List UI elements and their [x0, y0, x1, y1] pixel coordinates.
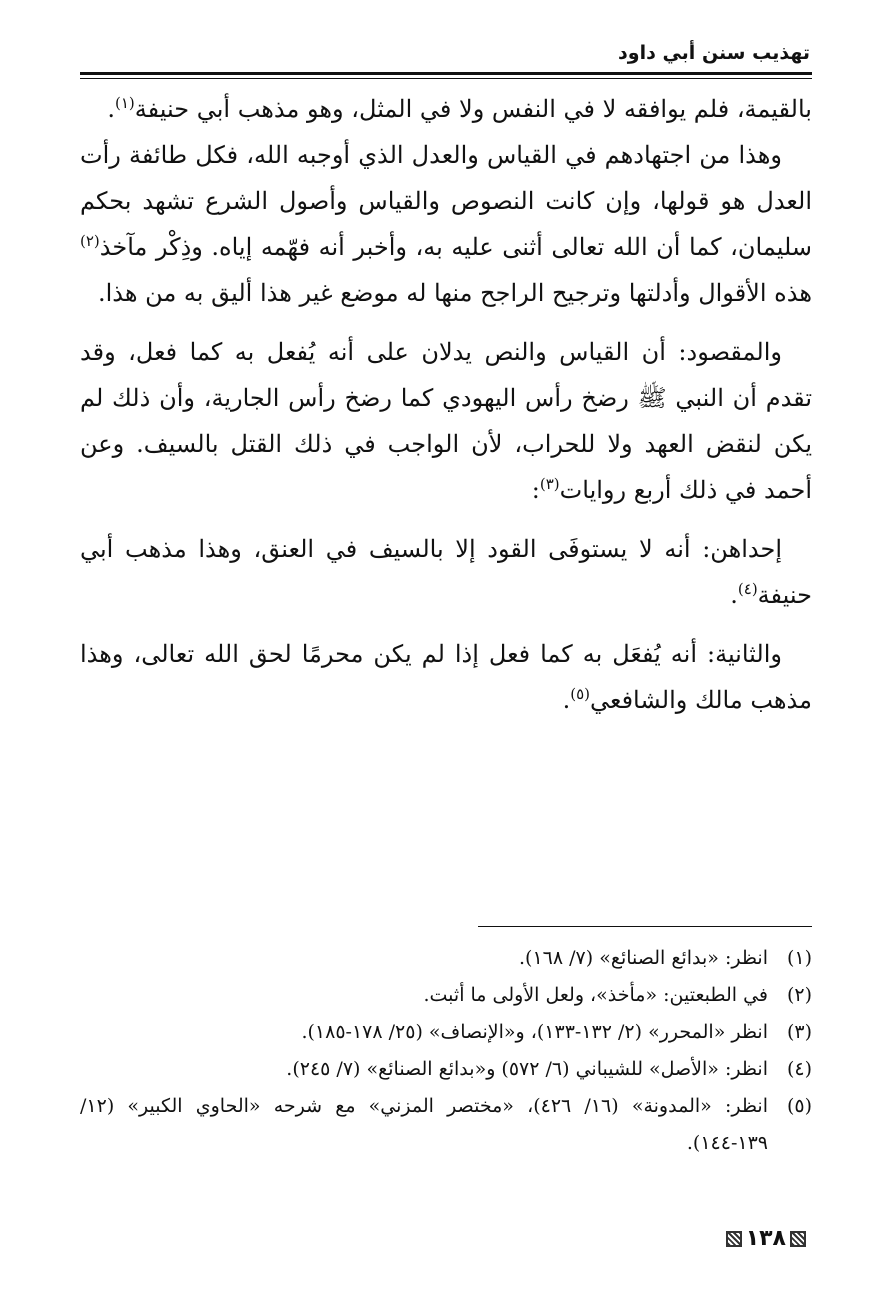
paragraph: بالقيمة، فلم يوافقه لا في النفس ولا في المثل، وهو مذهب أبي حنيفة$^{(١)}$. — [107, 94, 812, 123]
footnote-number: (٣) — [786, 1021, 812, 1043]
footnotes — [80, 940, 812, 1162]
footnote — [80, 1088, 812, 1162]
footnote-text: انظر «المحرر» (٢/ ١٣٢-١٣٣)، و«الإنصاف» (٢٥/ ١٧٨-١٨٥). — [301, 1021, 768, 1043]
header-rule-thin — [80, 78, 812, 79]
page-number-value: ١٣٨ — [745, 1226, 786, 1251]
page-number — [722, 1224, 810, 1254]
ornament-icon — [790, 1231, 806, 1247]
footnote-ref[interactable]: (٥) — [570, 685, 590, 703]
footnote-number: (٤) — [786, 1058, 812, 1080]
main-text — [80, 86, 812, 736]
footnote-ref[interactable]: (٣) — [539, 475, 560, 493]
paragraph: والثانية: أنه يُفعَل به كما فعل إذا لم يكن محرمًا لحق الله تعالى، وهذا مذهب مالك والشافعي$^{(٥)}$. — [80, 640, 812, 714]
footnote-text: في الطبعتين: «مأخذ»، ولعل الأولى ما أثبت. — [423, 984, 768, 1006]
footnote-text: انظر: «المدونة» (١٦/ ٤٢٦)، «مختصر المزني» مع شرحه «الحاوي الكبير» (١٢/ ١٣٩-١٤٤). — [80, 1095, 768, 1154]
footnote-ref[interactable]: (١) — [114, 94, 135, 112]
footnote — [80, 977, 812, 1014]
paragraph: والمقصود: أن القياس والنص يدلان على أنه يُفعل به كما فعل، وقد تقدم أن النبي ﷺ رضخ رأس اليهودي كما رضخ رأس الجارية، وأن ذلك لم يكن لنقض العهد ولا للحراب، لأن الواجب في ذلك القتل بالسيف. وعن أحمد في ذلك أربع روايات$^{(٣)}$: — [80, 338, 812, 504]
footnote — [80, 1014, 812, 1051]
paragraph: وهذا من اجتهادهم في القياس والعدل الذي أوجبه الله، فكل طائفة رأت العدل هو قولها، وإن كانت النصوص والقياس وأصول الشرع تشهد بحكم سليمان، كما أن الله تعالى أثنى عليه به، وأخبر أنه فهّمه إياه. وذِكْر مآخذ$^{(٢)}$ هذه الأقوال وأدلتها وترجيح الراجح منها له موضع غير هذا أليق به من هذا. — [80, 141, 812, 307]
footnote-separator — [478, 926, 812, 927]
footnote-number: (٥) — [786, 1095, 812, 1117]
footnote-ref[interactable]: (٢) — [80, 232, 100, 250]
footnote — [80, 1051, 812, 1088]
footnote-number: (١) — [786, 947, 812, 969]
footnote-text: انظر: «الأصل» للشيباني (٦/ ٥٧٢) و«بدائع الصنائع» (٧/ ٢٤٥). — [286, 1058, 768, 1080]
footnote-number: (٢) — [786, 984, 812, 1006]
ornament-icon — [726, 1231, 742, 1247]
header-rule — [80, 72, 812, 75]
running-header-title: تهذيب سنن أبي داود — [618, 42, 810, 64]
footnote — [80, 940, 812, 977]
footnote-text: انظر: «بدائع الصنائع» (٧/ ١٦٨). — [519, 947, 768, 969]
footnote-ref[interactable]: (٤) — [737, 580, 758, 598]
paragraph: إحداهن: أنه لا يستوفَى القود إلا بالسيف في العنق، وهذا مذهب أبي حنيفة$^{(٤)}$. — [80, 535, 812, 609]
